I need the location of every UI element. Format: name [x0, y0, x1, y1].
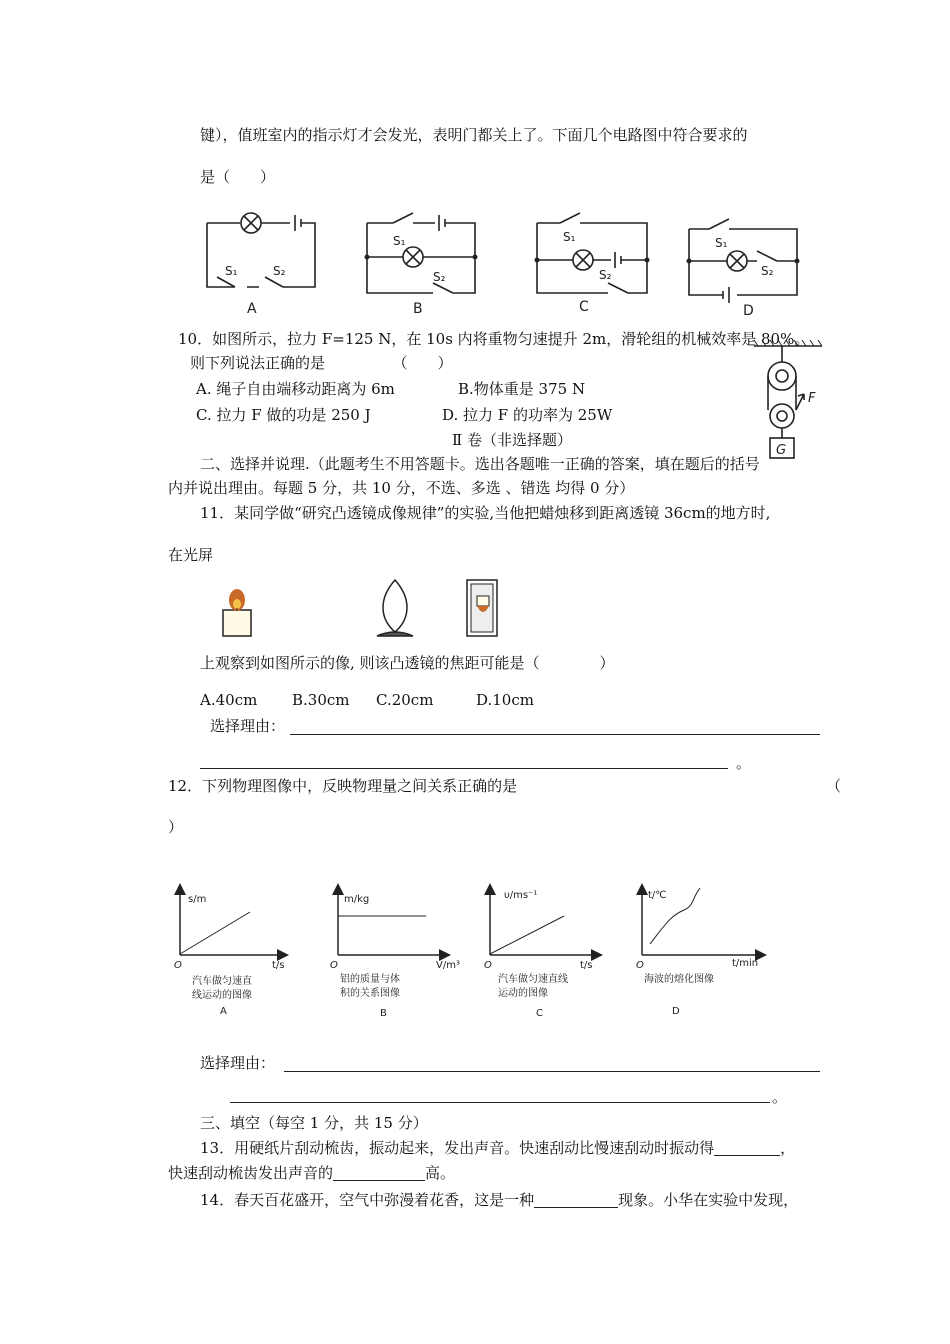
graph-a-origin: O — [174, 960, 182, 971]
label-a-s2: S₂ — [273, 264, 286, 278]
q11-option-c: C.20cm — [376, 691, 434, 709]
part2-heading-line2: 内并说出理由。每题 5 分，共 10 分，不选、多选 、错选 均得 0 分） — [168, 479, 635, 497]
q10-option-c: C. 拉力 F 做的功是 250 J — [196, 406, 371, 424]
pulley-force-label: F — [808, 391, 816, 406]
graph-c-letter: C — [536, 1008, 543, 1019]
q13-text-1a: 13．用硬纸片刮动梳齿，振动起来，发出声音。快速刮动比慢速刮动时振动得 — [200, 1139, 715, 1157]
q13-blank-2[interactable] — [333, 1165, 425, 1181]
graph-b-caption-1: 铝的质量与体 — [340, 974, 400, 985]
label-d-s2: S₂ — [761, 264, 774, 278]
graph-b-origin: O — [330, 960, 338, 971]
q12-stem: 12．下列物理图像中，反映物理量之间关系正确的是 — [168, 777, 518, 795]
label-c-s1: S₁ — [563, 230, 576, 244]
q12-end-mark: 。 — [772, 1088, 788, 1106]
graph-c-ylabel: υ/ms⁻¹ — [504, 890, 538, 901]
graph-d-caption-1: 海波的熔化图像 — [644, 974, 714, 985]
q11-reason-label: 选择理由： — [210, 717, 286, 735]
pulley-system-figure — [752, 338, 824, 460]
label-a-s1: S₁ — [225, 264, 238, 278]
screen-image-icon — [467, 580, 497, 636]
graph-c-xlabel: t/s — [580, 960, 593, 971]
circuit-b — [367, 213, 475, 293]
q13-text-1b: ， — [780, 1139, 796, 1157]
circuit-label-c: C — [579, 299, 589, 315]
q11-stem-line2: 在光屏 — [168, 546, 214, 564]
graph-d-origin: O — [636, 960, 644, 971]
q10-stem-line1: 10．如图所示，拉力 F=125 N，在 10s 内将重物匀速提升 2m，滑轮组的机械效率是 80%。 — [178, 330, 810, 348]
graph-a-ylabel: s/m — [188, 894, 207, 905]
q11-end-mark: 。 — [736, 754, 752, 772]
q12-reason-blank-2[interactable] — [230, 1102, 770, 1103]
q9-stem-line2: 是（ ） — [200, 168, 276, 186]
part2-title: Ⅱ 卷（非选择题） — [452, 431, 572, 449]
q10-option-d: D. 拉力 F 的功率为 25W — [442, 406, 613, 424]
circuit-d — [689, 219, 797, 303]
graph-c-caption-1: 汽车做匀速直线 — [498, 974, 568, 985]
graph-a-caption-1: 汽车做匀速直 — [192, 976, 252, 987]
q9-stem-line1: 键），值班室内的指示灯才会发光，表明门都关上了。下面几个电路图中符合要求的 — [200, 126, 748, 144]
candle-icon — [223, 589, 251, 636]
lens-experiment-figure — [215, 574, 515, 644]
q13-line1 — [200, 1140, 795, 1156]
graph-a-letter: A — [220, 1006, 227, 1017]
q12-paren-open: （ — [826, 777, 842, 795]
q14-line1 — [200, 1192, 798, 1208]
q11-stem-line1: 11．某同学做“研究凸透镜成像规律”的实验,当他把蜡烛移到距离透镜 36cm的地方时, — [200, 504, 771, 522]
q10-option-a: A. 绳子自由端移动距离为 6m — [196, 380, 395, 398]
graph-b-caption-2: 积的关系图像 — [340, 988, 400, 999]
circuit-label-d: D — [743, 303, 754, 319]
graph-b-ylabel: m/kg — [344, 894, 370, 905]
part2-heading-line1: 二、选择并说理.（此题考生不用答题卡。选出各题唯一正确的答案，填在题后的括号 — [200, 455, 760, 473]
q13-blank-1[interactable] — [714, 1140, 780, 1156]
q11-option-d: D.10cm — [476, 691, 534, 709]
q9-circuit-diagrams — [195, 205, 835, 320]
q13-text-2a: 快速刮动梳齿发出声音的 — [168, 1164, 334, 1182]
q12-reason-blank-1[interactable] — [284, 1071, 820, 1072]
q11-reason-blank-2[interactable] — [200, 768, 728, 769]
circuit-label-b: B — [413, 301, 423, 317]
q12-reason-label: 选择理由： — [200, 1054, 276, 1072]
circuit-label-a: A — [247, 301, 257, 317]
circuit-a — [207, 213, 315, 287]
q11-stem-line3: 上观察到如图所示的像, 则该凸透镜的焦距可能是（ ） — [200, 654, 615, 672]
graph-a-caption-2: 线运动的图像 — [192, 990, 252, 1001]
q11-reason-blank-1[interactable] — [290, 734, 820, 735]
graph-d-xlabel: t/min — [732, 958, 759, 969]
circuit-c — [537, 213, 647, 293]
q12-paren-close: ） — [168, 818, 184, 836]
q10-option-b: B.物体重是 375 N — [458, 380, 586, 398]
q12-graphs — [168, 880, 808, 1020]
graph-b-xlabel: V/m³ — [436, 960, 460, 971]
q11-option-a: A.40cm — [200, 691, 258, 709]
graph-a-xlabel: t/s — [272, 960, 285, 971]
graph-b-letter: B — [380, 1008, 387, 1019]
q14-text-1a: 14．春天百花盛开，空气中弥漫着花香，这是一种 — [200, 1191, 535, 1209]
graph-d-letter: D — [672, 1006, 680, 1017]
graph-c-origin: O — [484, 960, 492, 971]
graph-d-ylabel: t/℃ — [648, 890, 667, 901]
label-d-s1: S₁ — [715, 236, 728, 250]
label-b-s2: S₂ — [433, 270, 446, 284]
label-c-s2: S₂ — [599, 268, 612, 282]
convex-lens-icon — [377, 580, 413, 636]
label-b-s1: S₁ — [393, 234, 406, 248]
pulley-weight-label: G — [776, 443, 787, 458]
part3-heading: 三、填空（每空 1 分，共 15 分） — [200, 1114, 428, 1132]
q10-stem-line2: 则下列说法正确的是 （ ） — [190, 354, 453, 372]
q11-option-b: B.30cm — [292, 691, 350, 709]
q14-blank-1[interactable] — [534, 1192, 618, 1208]
q14-text-1b: 现象。小华在实验中发现， — [618, 1191, 799, 1209]
graph-c-caption-2: 运动的图像 — [498, 988, 548, 999]
q13-line2 — [168, 1165, 455, 1181]
q13-text-2b: 高。 — [425, 1164, 456, 1182]
